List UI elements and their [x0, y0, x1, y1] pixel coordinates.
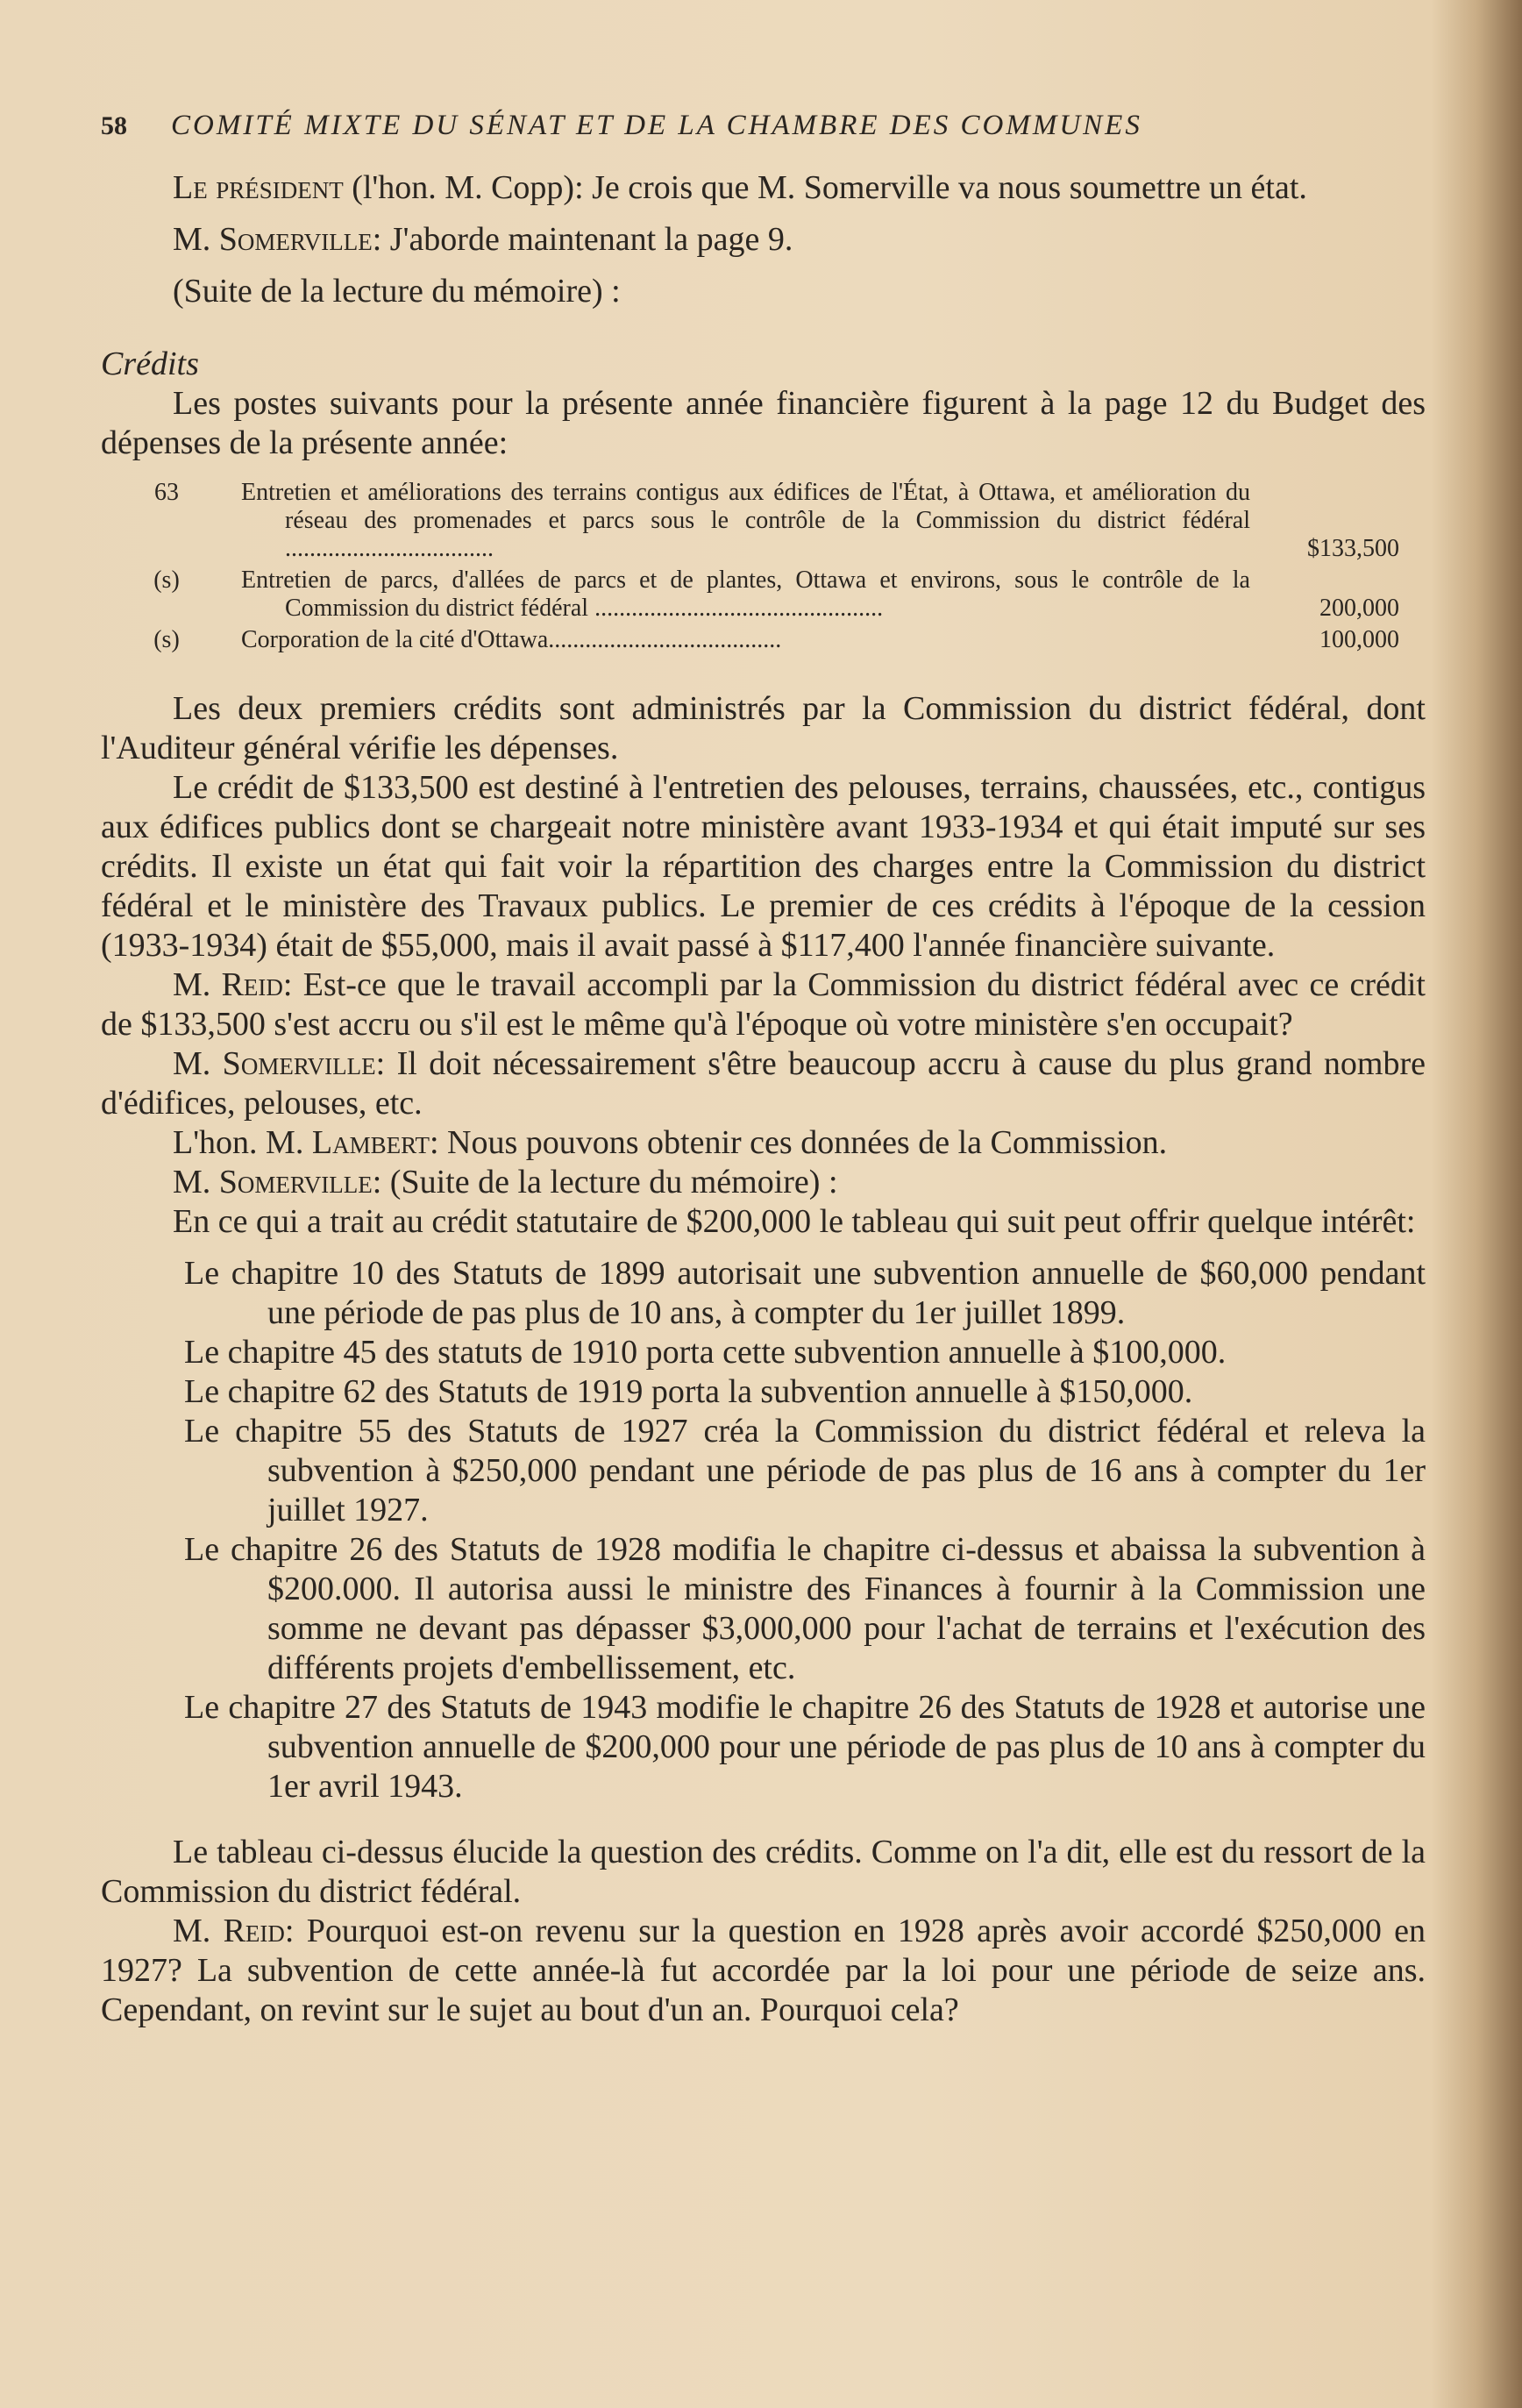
running-title: COMITÉ MIXTE DU SÉNAT ET DE LA CHAMBRE DES COMMUNES — [171, 110, 1142, 141]
paragraph — [101, 1044, 1426, 1123]
paragraph — [101, 220, 1426, 260]
credit-description: Entretien et améliorations des terrains contigus aux édifices de l'État, à Ottawa, et amélioration du réseau des promenades et parcs sous le contrôle de la Commission du district fédéral .................................. — [241, 479, 1250, 562]
credit-number: (s) — [153, 626, 180, 653]
speaker-name: M. Somerville — [173, 1164, 373, 1200]
list-item: Le chapitre 55 des Statuts de 1927 créa la Commission du district fédéral et releva la subvention à $250,000 pendant une période de pas plus de 16 ans à compter du 1er juillet 1927. — [184, 1413, 1426, 1528]
paragraph: En ce qui a trait au crédit statutaire de $200,000 le tableau qui suit peut offrir quelque intérêt: — [173, 1203, 1416, 1240]
paragraph-text: : (Suite de la lecture du mémoire) : — [372, 1164, 838, 1200]
paragraph — [101, 965, 1426, 1044]
credit-amount: 100,000 — [1319, 626, 1399, 653]
speaker-prefix: L'hon. M. — [173, 1124, 312, 1161]
credit-number: 63 — [154, 479, 179, 506]
list-item: Le chapitre 62 des Statuts de 1919 porta la subvention annuelle à $150,000. — [184, 1373, 1193, 1410]
speaker-name: M. Reid — [173, 1913, 285, 1949]
paragraph: Les postes suivants pour la présente année financière figurent à la page 12 du Budget des dépenses de la présente année: — [101, 385, 1426, 461]
running-head — [101, 110, 1426, 142]
credit-amount: 200,000 — [1319, 595, 1399, 622]
paragraph: Le crédit de $133,500 est destiné à l'entretien des pelouses, terrains, chaussées, etc., contigus aux édifices publics dont se chargeait notre ministère avant 1933-1934 et qui était imputé sur ses crédits. Il existe un état qui fait voir la répartition des charges entre la Commission du district fédéral et le ministère des Travaux publics. Le premier de ces crédits à l'époque de la cession (1933-1934) était de $55,000, mais il avait passé à $117,400 l'année financière suivante. — [101, 769, 1426, 964]
page-number: 58 — [101, 111, 127, 140]
speaker-name: Le président — [173, 169, 344, 206]
paragraph-text: (l'hon. M. Copp): Je crois que M. Somerville va nous soumettre un état. — [343, 169, 1307, 206]
list-item: Le chapitre 45 des statuts de 1910 porta cette subvention annuelle à $100,000. — [184, 1334, 1227, 1371]
list-item: Le chapitre 26 des Statuts de 1928 modifia le chapitre ci-dessus et abaissa la subvention à $200.000. Il autorisa aussi le ministre des Finances à fournir à la Commission une somme ne devant pas dépasser $3,000,000 pour l'achat de terrains et l'exécution des différents projets d'embellissement, etc. — [184, 1531, 1426, 1686]
paragraph: Les deux premiers crédits sont administrés par la Commission du district fédéral, dont l'Auditeur général vérifie les dépenses. — [101, 690, 1426, 766]
speaker-name: Lambert — [311, 1124, 430, 1161]
credits-table — [101, 479, 1426, 654]
speaker-name: M. Somerville — [173, 221, 373, 258]
paragraph — [101, 1912, 1426, 2030]
credit-description: Corporation de la cité d'Ottawa...................................... — [241, 626, 782, 653]
list-item: Le chapitre 10 des Statuts de 1899 autorisait une subvention annuelle de $60,000 pendant une période de pas plus de 10 ans, à compter du 1er juillet 1899. — [184, 1255, 1426, 1331]
credit-number: (s) — [153, 566, 180, 594]
paragraph-text: : Est-ce que le travail accompli par la Commission du district fédéral avec ce crédit de $133,500 s'est accru ou s'il est le même qu'à l'époque où votre ministère s'en occupait? — [101, 966, 1426, 1043]
statute-history-list — [101, 1254, 1426, 1806]
credit-amount: $133,500 — [1307, 535, 1399, 562]
paragraph-text: : Nous pouvons obtenir ces données de la Commission. — [429, 1124, 1168, 1161]
list-item: Le chapitre 27 des Statuts de 1943 modifie le chapitre 26 des Statuts de 1928 et autorise une subvention annuelle de $200,000 pour une période de pas plus de 10 ans à compter du 1er avril 1943. — [184, 1689, 1426, 1805]
paragraph: Le tableau ci-dessus élucide la question des crédits. Comme on l'a dit, elle est du ressort de la Commission du district fédéral. — [101, 1834, 1426, 1910]
paragraph — [101, 1123, 1426, 1163]
paragraph-text: : J'aborde maintenant la page 9. — [372, 221, 793, 258]
paragraph-text: : Il doit nécessairement s'être beaucoup accru à cause du plus grand nombre d'édifices, pelouses, etc. — [101, 1045, 1426, 1122]
paragraph — [101, 168, 1426, 208]
table-row — [101, 566, 1426, 623]
table-row — [101, 479, 1426, 563]
paragraph: (Suite de la lecture du mémoire) : — [173, 273, 621, 310]
speaker-name: M. Reid — [173, 966, 283, 1003]
credit-description: Entretien de parcs, d'allées de parcs et de plantes, Ottawa et environs, sous le contrôle de la Commission du district fédéral ............................................... — [241, 566, 1250, 622]
paragraph — [101, 1163, 1426, 1202]
paragraph-text: : Pourquoi est-on revenu sur la question en 1928 après avoir accordé $250,000 en 1927? La subvention de cette année-là fut accordée par la loi pour une période de seize ans. Cependant, on revint sur le sujet au bout d'un an. Pourquoi cela? — [101, 1913, 1426, 2028]
table-row — [101, 626, 1426, 654]
speaker-name: M. Somerville — [173, 1045, 376, 1082]
section-title: Crédits — [101, 346, 199, 382]
